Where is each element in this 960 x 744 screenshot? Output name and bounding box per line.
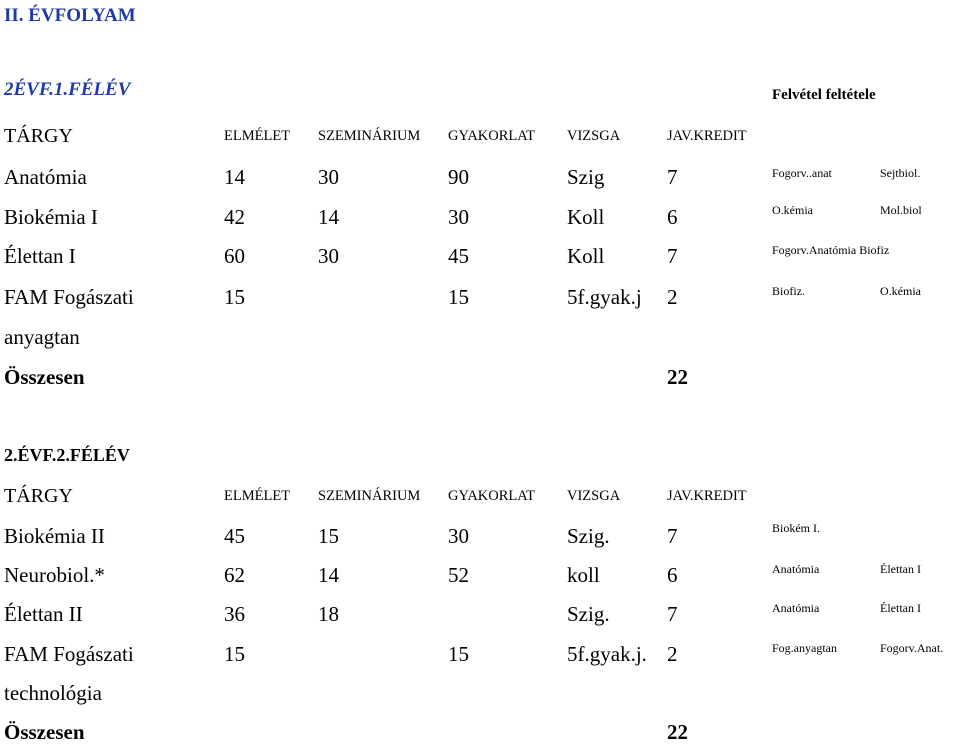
header-subject: TÁRGY bbox=[4, 125, 73, 147]
total-value: 22 bbox=[667, 720, 688, 744]
lecture-cell: 36 bbox=[224, 602, 245, 626]
seminar-cell: 14 bbox=[318, 563, 339, 587]
seminar-cell: 18 bbox=[318, 602, 339, 626]
header-exam: VIZSGA bbox=[567, 128, 621, 144]
seminar-cell: 14 bbox=[318, 205, 339, 229]
credit-cell: 7 bbox=[667, 244, 678, 268]
subject-cell: Biokémia I bbox=[4, 205, 98, 229]
prereq-2: O.kémia bbox=[880, 284, 921, 298]
seminar-cell: 30 bbox=[318, 244, 339, 268]
prereq-2: Élettan I bbox=[880, 601, 921, 615]
credit-cell: 7 bbox=[667, 524, 678, 548]
prereq-1: Biofiz. bbox=[772, 284, 805, 298]
prereq-2: Sejtbiol. bbox=[880, 166, 921, 180]
exam-cell: Koll bbox=[567, 205, 605, 229]
prereq-2: Mol.biol bbox=[880, 203, 922, 217]
lecture-cell: 15 bbox=[224, 642, 245, 666]
lecture-cell: 15 bbox=[224, 285, 245, 309]
credit-cell: 6 bbox=[667, 563, 678, 587]
header-practice: GYAKORLAT bbox=[448, 128, 535, 144]
practice-cell: 15 bbox=[448, 642, 469, 666]
subject-cell: Anatómia bbox=[4, 165, 87, 189]
subject-cell: Neurobiol.* bbox=[4, 563, 105, 587]
prereq-2: Élettan I bbox=[880, 562, 921, 576]
seminar-cell: 30 bbox=[318, 165, 339, 189]
semester-2-title: 2.ÉVF.2.FÉLÉV bbox=[4, 445, 130, 465]
lecture-cell: 62 bbox=[224, 563, 245, 587]
prereq-1: Anatómia bbox=[772, 601, 820, 615]
exam-cell: 5f.gyak.j. bbox=[567, 642, 647, 666]
exam-cell: Szig bbox=[567, 165, 605, 189]
subject-cell: FAM Fogászati bbox=[4, 285, 134, 309]
header-credit: JAV.KREDIT bbox=[667, 488, 747, 504]
header-lecture: ELMÉLET bbox=[224, 488, 291, 504]
credit-cell: 7 bbox=[667, 165, 678, 189]
practice-cell: 45 bbox=[448, 244, 469, 268]
subject-cell: Biokémia II bbox=[4, 524, 105, 548]
total-value: 22 bbox=[667, 365, 688, 389]
total-label: Összesen bbox=[4, 365, 85, 389]
credit-cell: 7 bbox=[667, 602, 678, 626]
prereq-1: Fog.anyagtan bbox=[772, 641, 837, 655]
document-title: II. ÉVFOLYAM bbox=[4, 5, 136, 26]
practice-cell: 52 bbox=[448, 563, 469, 587]
header-subject: TÁRGY bbox=[4, 485, 73, 507]
prereq-1: O.kémia bbox=[772, 203, 813, 217]
lecture-cell: 45 bbox=[224, 524, 245, 548]
header-credit: JAV.KREDIT bbox=[667, 128, 747, 144]
prereq-1: Fogorv..anat bbox=[772, 166, 832, 180]
practice-cell: 30 bbox=[448, 524, 469, 548]
header-exam: VIZSGA bbox=[567, 488, 621, 504]
subject-cell: FAM Fogászati bbox=[4, 642, 134, 666]
lecture-cell: 42 bbox=[224, 205, 245, 229]
prereq-1: Anatómia bbox=[772, 562, 820, 576]
lecture-cell: 14 bbox=[224, 165, 245, 189]
prereq-2: Fogorv.Anat. bbox=[880, 641, 944, 655]
credit-cell: 6 bbox=[667, 205, 678, 229]
lecture-cell: 60 bbox=[224, 244, 245, 268]
practice-cell: 15 bbox=[448, 285, 469, 309]
exam-cell: Szig. bbox=[567, 602, 610, 626]
subject-cell: Élettan I bbox=[4, 244, 76, 268]
exam-cell: 5f.gyak.j bbox=[567, 285, 642, 309]
exam-cell: Szig. bbox=[567, 524, 610, 548]
subject-cell-continuation: technológia bbox=[4, 681, 102, 705]
header-lecture: ELMÉLET bbox=[224, 128, 291, 144]
total-label: Összesen bbox=[4, 720, 85, 744]
practice-cell: 90 bbox=[448, 165, 469, 189]
header-seminar: SZEMINÁRIUM bbox=[318, 488, 421, 504]
header-practice: GYAKORLAT bbox=[448, 488, 535, 504]
credit-cell: 2 bbox=[667, 285, 678, 309]
seminar-cell: 15 bbox=[318, 524, 339, 548]
exam-cell: koll bbox=[567, 563, 600, 587]
semester-1-title: 2ÉVF.1.FÉLÉV bbox=[4, 79, 131, 100]
exam-cell: Koll bbox=[567, 244, 605, 268]
prereq-header: Felvétel feltétele bbox=[772, 87, 876, 103]
subject-cell-continuation: anyagtan bbox=[4, 325, 80, 349]
prereq-1: Fogorv.Anatómia Biofiz bbox=[772, 243, 890, 257]
prereq-1: Biokém I. bbox=[772, 521, 820, 535]
practice-cell: 30 bbox=[448, 205, 469, 229]
subject-cell: Élettan II bbox=[4, 602, 83, 626]
header-seminar: SZEMINÁRIUM bbox=[318, 128, 421, 144]
credit-cell: 2 bbox=[667, 642, 678, 666]
